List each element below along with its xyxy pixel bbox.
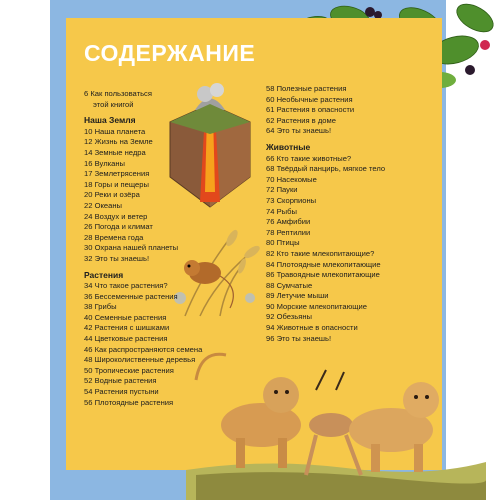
toc-entry[interactable] xyxy=(266,238,426,249)
page-number: 46 xyxy=(84,344,93,354)
contents-right-column xyxy=(266,84,426,344)
entry-label: Жизнь на Земле xyxy=(94,137,153,147)
toc-entry[interactable] xyxy=(84,148,214,159)
entry-label: Пауки xyxy=(276,185,298,195)
entry-label: Погода и климат xyxy=(94,222,153,232)
page-number: 17 xyxy=(84,169,93,179)
page-number: 94 xyxy=(266,323,275,333)
page-number: 70 xyxy=(266,174,275,184)
entry-label: Охрана нашей планеты xyxy=(94,243,179,253)
page-number: 38 xyxy=(84,302,93,312)
page-number: 42 xyxy=(84,323,93,333)
entry-label: Грибы xyxy=(94,302,117,312)
page-number: 44 xyxy=(84,334,93,344)
toc-entry[interactable] xyxy=(84,243,214,254)
entry-label: Что такое растения? xyxy=(94,281,168,291)
page-number: 18 xyxy=(84,179,93,189)
toc-entry[interactable] xyxy=(266,312,426,323)
entry-label: Летучие мыши xyxy=(276,291,329,301)
entry-label: Воздух и ветер xyxy=(94,211,148,221)
toc-entry[interactable] xyxy=(84,169,214,180)
entry-label: Растения пустыни xyxy=(94,387,159,397)
entry-label: Как пользоваться xyxy=(90,89,152,98)
page-number: 48 xyxy=(84,355,93,365)
toc-entry-continuation: этой книгой xyxy=(93,99,134,109)
entry-label: Вулканы xyxy=(94,158,125,168)
page-number: 66 xyxy=(266,153,275,163)
toc-entry[interactable] xyxy=(266,228,426,239)
page-number: 88 xyxy=(266,280,275,290)
page-number: 62 xyxy=(266,115,275,125)
entry-label: Цветковые растения xyxy=(94,334,168,344)
toc-entry[interactable] xyxy=(266,126,426,137)
page-number: 80 xyxy=(266,238,275,248)
entry-label: Наша планета xyxy=(94,126,146,136)
toc-entry[interactable] xyxy=(266,281,426,292)
page-number: 22 xyxy=(84,200,93,210)
toc-entry[interactable] xyxy=(84,127,214,138)
toc-entry[interactable] xyxy=(84,345,214,356)
toc-entry[interactable] xyxy=(84,387,214,398)
page-number: 12 xyxy=(84,137,93,147)
page-number: 73 xyxy=(266,195,275,205)
toc-entry[interactable] xyxy=(266,105,426,116)
page-number: 52 xyxy=(84,376,93,386)
toc-entry[interactable] xyxy=(266,175,426,186)
entry-label: Птицы xyxy=(276,238,300,248)
entry-label: Растения в доме xyxy=(276,115,336,125)
toc-entry[interactable] xyxy=(266,185,426,196)
page-number: 20 xyxy=(84,190,93,200)
entry-label: Морские млекопитающие xyxy=(276,301,368,311)
section-heading: Наша Земля xyxy=(84,115,136,126)
entry-label: Это ты знаешь! xyxy=(276,333,332,343)
toc-entry[interactable] xyxy=(266,154,426,165)
toc-entry[interactable] xyxy=(84,254,214,265)
entry-label: Горы и пещеры xyxy=(94,179,149,189)
toc-entry[interactable] xyxy=(84,201,214,212)
section-heading: Растения xyxy=(84,269,124,280)
entry-label: Амфибии xyxy=(276,217,311,227)
toc-entry[interactable] xyxy=(84,180,214,191)
page-number: 92 xyxy=(266,312,275,322)
toc-entry[interactable] xyxy=(84,334,214,345)
entry-label: Рыбы xyxy=(276,206,297,216)
entry-label: Широколиственные деревья xyxy=(94,355,196,365)
entry-label: Растения в опасности xyxy=(276,105,355,115)
entry-label: Полезные растения xyxy=(276,84,347,93)
toc-entry[interactable] xyxy=(84,281,214,292)
toc-entry[interactable] xyxy=(84,376,214,387)
entry-label: Времена года xyxy=(94,232,144,242)
page-number: 36 xyxy=(84,291,93,301)
entry-label: Насекомые xyxy=(276,174,317,184)
toc-entry[interactable] xyxy=(84,222,214,233)
page-number: 60 xyxy=(266,94,275,104)
entry-label: Реки и озёра xyxy=(94,190,140,200)
toc-entry[interactable] xyxy=(84,89,214,100)
entry-label: Растения с шишками xyxy=(94,323,170,333)
entry-label: Травоядные млекопитающие xyxy=(276,270,380,280)
toc-entry[interactable] xyxy=(266,302,426,313)
entry-label: Сумчатые xyxy=(276,280,313,290)
page-number: 10 xyxy=(84,126,93,136)
toc-entry[interactable] xyxy=(84,137,214,148)
page-number: 82 xyxy=(266,248,275,258)
toc-entry[interactable] xyxy=(84,212,214,223)
entry-label: Водные растения xyxy=(94,376,157,386)
toc-entry[interactable] xyxy=(84,366,214,377)
toc-entry[interactable] xyxy=(84,302,214,313)
toc-entry[interactable] xyxy=(266,207,426,218)
toc-entry[interactable] xyxy=(266,196,426,207)
toc-entry[interactable] xyxy=(266,334,426,345)
entry-label: Океаны xyxy=(94,200,122,210)
page-number: 58 xyxy=(266,84,275,93)
page-title: СОДЕРЖАНИЕ xyxy=(84,40,256,66)
toc-entry[interactable] xyxy=(84,233,214,244)
entry-label: Бессеменные растения xyxy=(94,291,178,301)
toc-entry[interactable] xyxy=(84,323,214,334)
page-number: 96 xyxy=(266,333,275,343)
toc-entry[interactable] xyxy=(266,323,426,334)
toc-entry[interactable] xyxy=(84,313,214,324)
page-number: 30 xyxy=(84,243,93,253)
toc-entry[interactable] xyxy=(84,190,214,201)
lions-illustration xyxy=(186,350,486,500)
page-number: 78 xyxy=(266,227,275,237)
page-number: 86 xyxy=(266,270,275,280)
page-number: 28 xyxy=(84,232,93,242)
page-number: 89 xyxy=(266,291,275,301)
page-number: 54 xyxy=(84,387,93,397)
entry-label: Обезьяны xyxy=(276,312,313,322)
entry-label: Плотоядные млекопитающие xyxy=(276,259,381,269)
toc-entry[interactable] xyxy=(84,355,214,366)
page-number: 64 xyxy=(266,126,275,136)
page-number: 40 xyxy=(84,312,93,322)
entry-label: Как распространяются семена xyxy=(94,344,203,354)
page-number: 50 xyxy=(84,365,93,375)
entry-label: Скорпионы xyxy=(276,195,317,205)
page-number: 76 xyxy=(266,217,275,227)
toc-entry[interactable] xyxy=(266,260,426,271)
contents-left-column xyxy=(84,89,214,408)
toc-entry[interactable] xyxy=(266,270,426,281)
entry-label: Животные в опасности xyxy=(276,323,358,333)
page-number: 84 xyxy=(266,259,275,269)
toc-entry[interactable] xyxy=(84,398,214,409)
page-number: 90 xyxy=(266,301,275,311)
toc-entry[interactable] xyxy=(266,217,426,228)
entry-label: Кто такие млекопитающие? xyxy=(276,248,375,258)
toc-entry[interactable] xyxy=(266,249,426,260)
page-number: 14 xyxy=(84,147,93,157)
entry-label: Это ты знаешь! xyxy=(276,126,332,136)
toc-entry[interactable] xyxy=(266,84,426,95)
entry-label: Тропические растения xyxy=(94,365,174,375)
entry-label: Необычные растения xyxy=(276,94,353,104)
toc-entry[interactable] xyxy=(84,292,214,303)
page-number: 6 xyxy=(84,89,89,98)
page-number: 72 xyxy=(266,185,275,195)
entry-label: Твёрдый панцирь, мягкое тело xyxy=(276,164,386,174)
page-number: 24 xyxy=(84,211,93,221)
entry-label: Рептилии xyxy=(276,227,311,237)
page-number: 74 xyxy=(266,206,275,216)
toc-entry[interactable] xyxy=(266,116,426,127)
page-number: 61 xyxy=(266,105,275,115)
toc-entry[interactable] xyxy=(266,164,426,175)
entry-label: Кто такие животные? xyxy=(276,153,352,163)
entry-label: Плотоядные растения xyxy=(94,397,174,407)
page-number: 32 xyxy=(84,253,93,263)
entry-label: Земные недра xyxy=(94,147,146,157)
toc-entry[interactable] xyxy=(266,291,426,302)
entry-label: Семенные растения xyxy=(94,312,167,322)
page-number: 16 xyxy=(84,158,93,168)
page-number: 34 xyxy=(84,281,93,291)
entry-label: Это ты знаешь! xyxy=(94,253,150,263)
page-number: 56 xyxy=(84,397,93,407)
page-number: 26 xyxy=(84,222,93,232)
entry-label: Землетрясения xyxy=(94,169,150,179)
toc-entry[interactable] xyxy=(266,95,426,106)
toc-entry[interactable] xyxy=(84,159,214,170)
section-heading: Животные xyxy=(266,141,311,152)
page-number: 68 xyxy=(266,164,275,174)
